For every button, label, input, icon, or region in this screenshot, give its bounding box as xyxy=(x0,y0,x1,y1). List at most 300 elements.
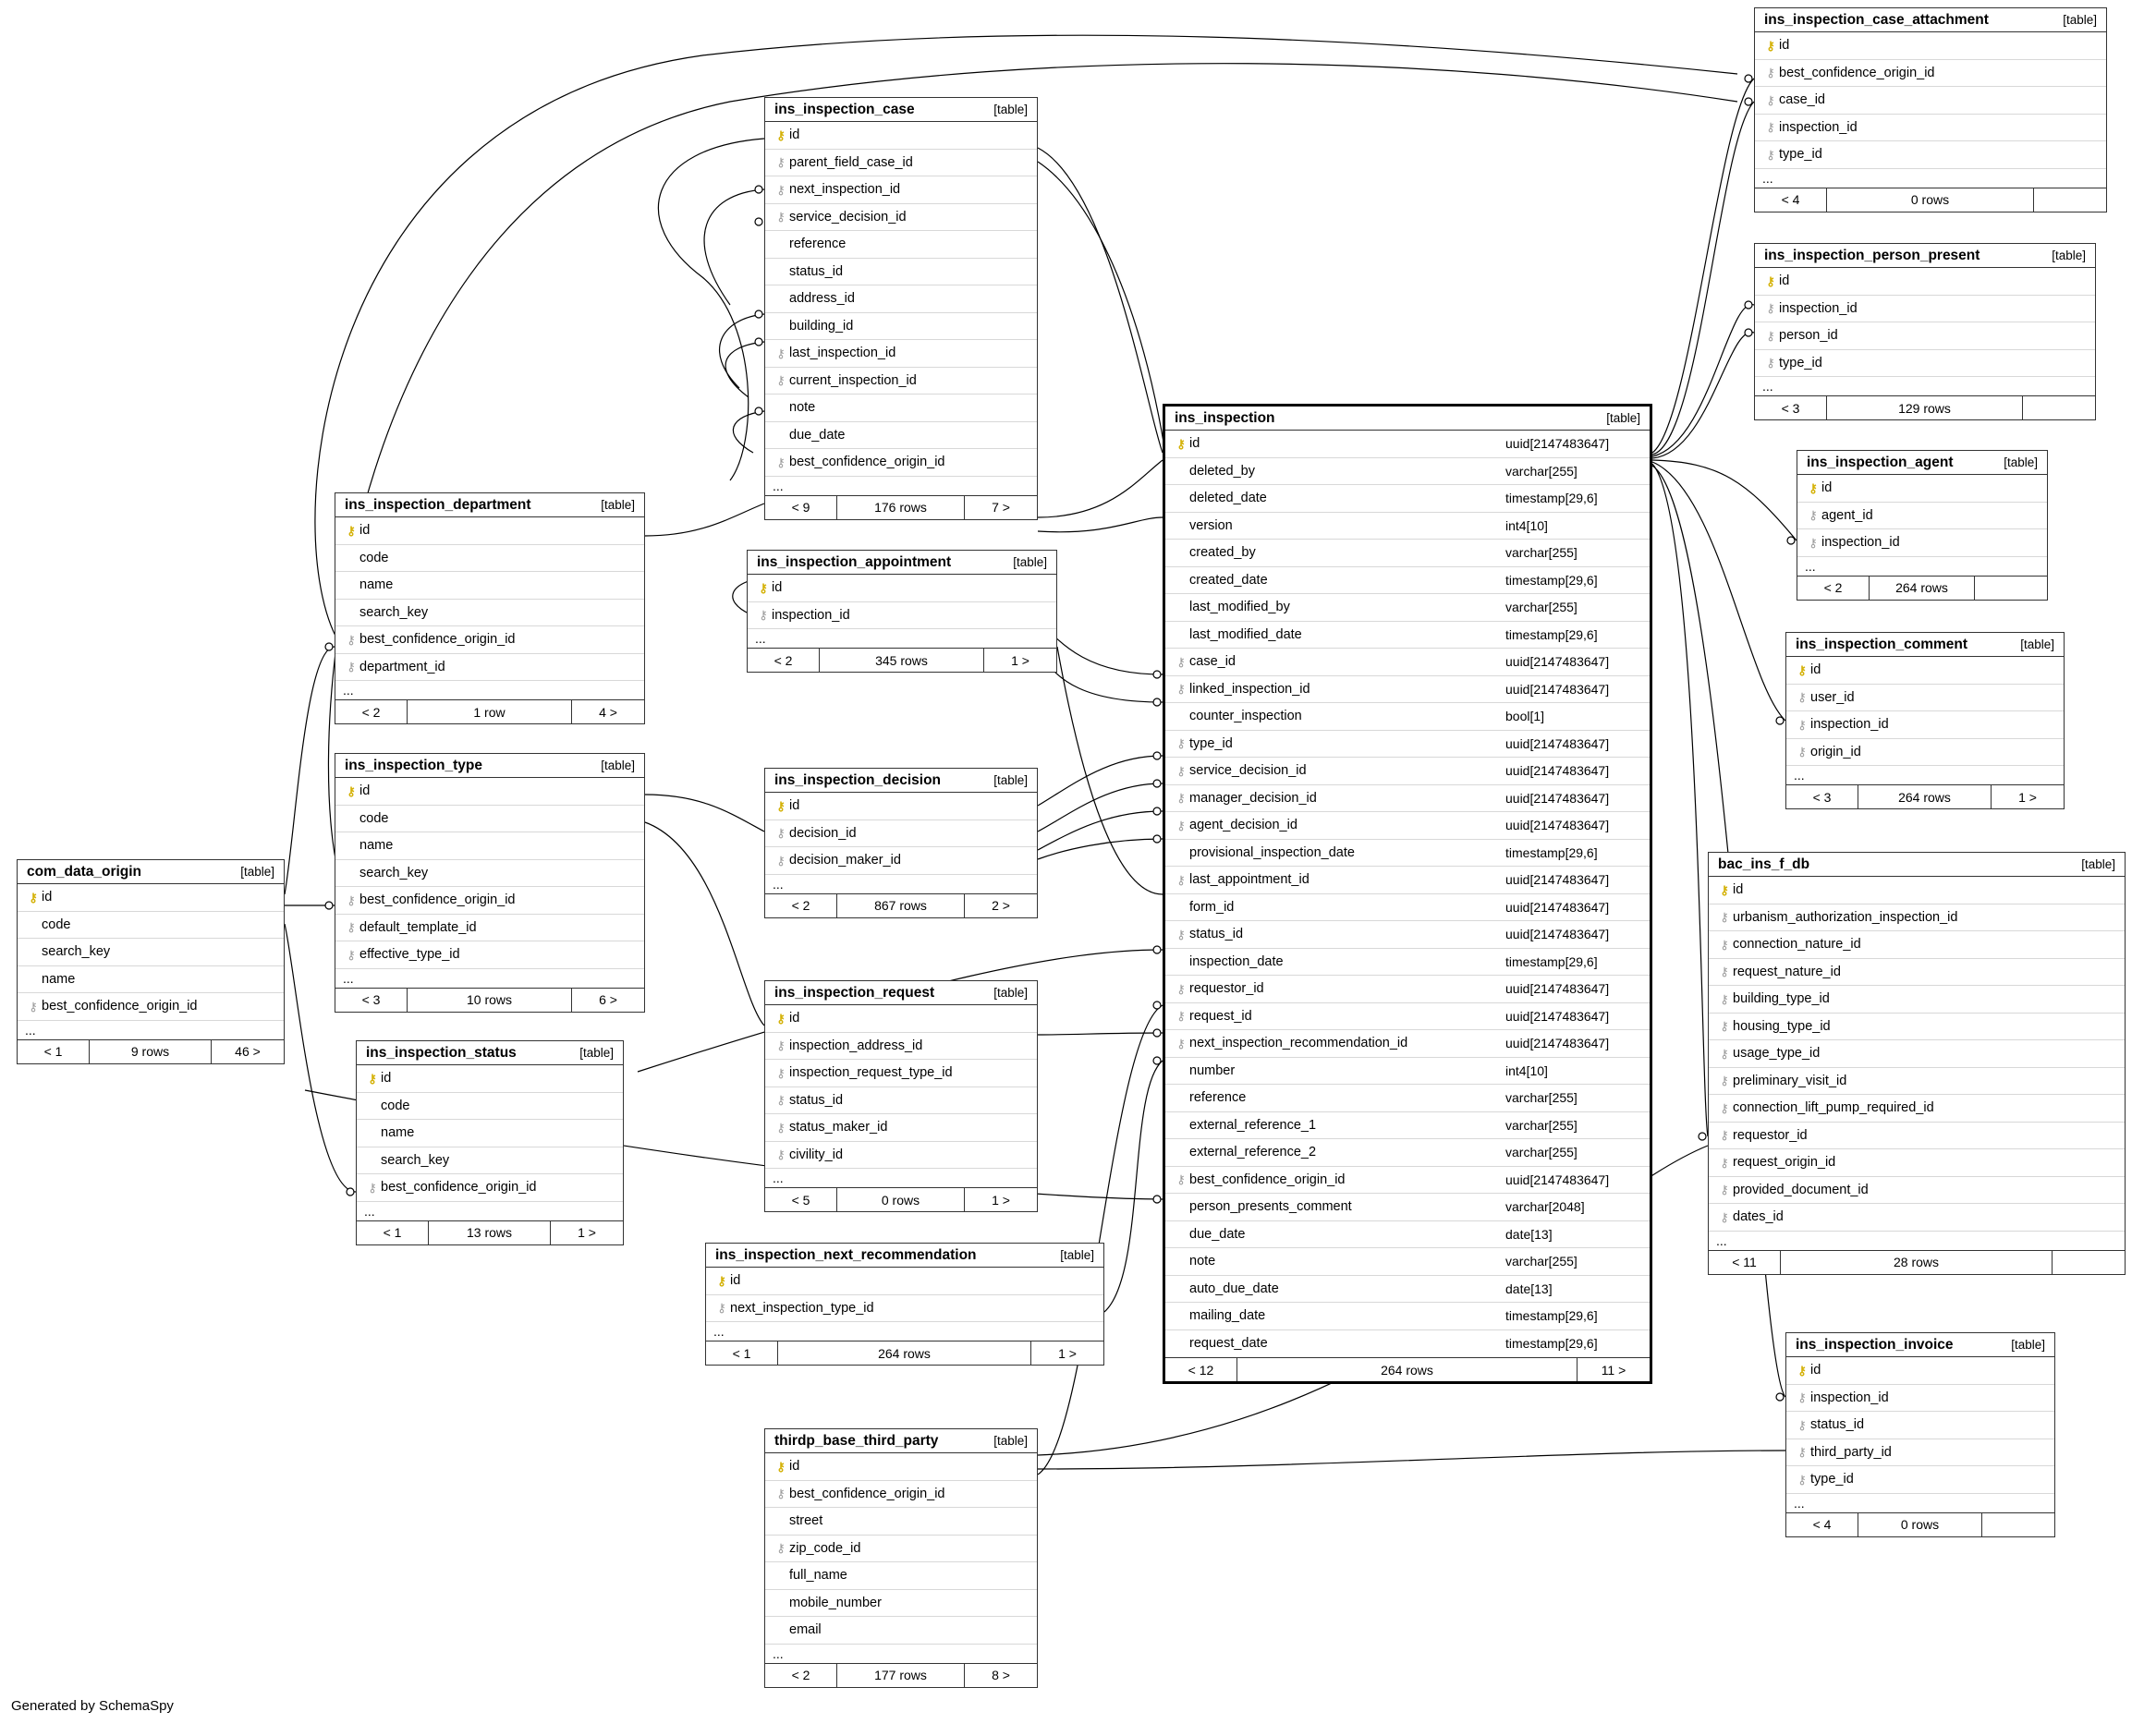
table-type-tag: [table] xyxy=(579,1046,614,1060)
table-row[interactable] xyxy=(765,1060,1037,1087)
incoming-relations-count[interactable]: < 3 xyxy=(335,989,408,1012)
table-row[interactable] xyxy=(1165,1167,1650,1195)
incoming-relations-count[interactable]: < 1 xyxy=(357,1221,429,1244)
column-name: external_reference_1 xyxy=(1189,1117,1317,1133)
table-bac_ins_f_db[interactable] xyxy=(1708,852,2126,1275)
table-row[interactable] xyxy=(1165,1276,1650,1304)
table-row[interactable] xyxy=(18,912,284,940)
table-row[interactable] xyxy=(1165,894,1650,922)
outgoing-relations-count[interactable]: 1 > xyxy=(1011,652,1029,668)
table-ins_inspection_case[interactable] xyxy=(764,97,1038,520)
table-row[interactable] xyxy=(1709,1095,2125,1123)
foreign-key-icon: ⚷ xyxy=(347,660,356,674)
table-row[interactable] xyxy=(1786,657,2064,685)
table-ins_inspection_case_attachment[interactable] xyxy=(1754,7,2107,212)
row-count: 13 rows xyxy=(429,1221,551,1244)
more-columns-ellipsis: ... xyxy=(1716,1232,1727,1248)
table-row[interactable] xyxy=(335,915,644,942)
table-row[interactable] xyxy=(1165,1330,1650,1358)
table-row[interactable] xyxy=(748,575,1056,602)
table-row[interactable] xyxy=(1165,1194,1650,1221)
table-row[interactable] xyxy=(1165,1058,1650,1086)
table-row[interactable] xyxy=(357,1120,623,1147)
incoming-relations-count[interactable]: < 2 xyxy=(748,649,820,672)
table-row[interactable] xyxy=(1165,758,1650,785)
table-row[interactable] xyxy=(18,884,284,912)
primary-key-icon: ⚷ xyxy=(776,798,786,813)
table-row[interactable] xyxy=(357,1147,623,1175)
table-row[interactable] xyxy=(1786,1385,2054,1413)
column-list xyxy=(335,517,644,699)
table-row[interactable] xyxy=(335,941,644,969)
incoming-relations-count[interactable]: < 1 xyxy=(18,1040,90,1063)
table-header xyxy=(18,860,284,884)
table-row[interactable] xyxy=(1165,1303,1650,1330)
incoming-relations-count[interactable]: < 9 xyxy=(765,496,837,519)
table-row[interactable] xyxy=(706,1268,1103,1295)
foreign-key-icon: ⚷ xyxy=(1797,717,1807,732)
column-name: last_appointment_id xyxy=(1189,872,1310,888)
table-row[interactable] xyxy=(765,1617,1037,1645)
table-ins_inspection_next_recommendation[interactable] xyxy=(705,1243,1104,1366)
table-row[interactable] xyxy=(765,793,1037,820)
table-row[interactable] xyxy=(1165,540,1650,567)
column-name: status_id xyxy=(789,263,844,279)
column-name: code xyxy=(359,810,389,826)
outgoing-relations-count[interactable] xyxy=(1975,577,2047,600)
table-row[interactable] xyxy=(1786,739,2064,767)
table-row[interactable] xyxy=(1165,840,1650,868)
column-type: uuid[2147483647] xyxy=(1505,981,1610,997)
column-list xyxy=(1786,657,2064,784)
table-row[interactable] xyxy=(357,1174,623,1202)
column-name: default_template_id xyxy=(359,919,477,935)
column-type: varchar[255] xyxy=(1505,1117,1578,1133)
row-count: 264 rows xyxy=(1858,785,1992,808)
column-name: dates_id xyxy=(1733,1209,1784,1225)
outgoing-relations-count[interactable] xyxy=(2053,1251,2125,1274)
table-ins_inspection_status[interactable] xyxy=(356,1040,624,1245)
more-columns-ellipsis: ... xyxy=(1805,558,1816,574)
table-ins_inspection_request[interactable] xyxy=(764,980,1038,1212)
outgoing-relations-count[interactable] xyxy=(2034,188,2106,212)
column-name: effective_type_id xyxy=(359,947,460,963)
column-type: uuid[2147483647] xyxy=(1505,1036,1610,1051)
table-row[interactable] xyxy=(335,887,644,915)
table-row[interactable] xyxy=(1165,731,1650,759)
table-row[interactable] xyxy=(765,204,1037,232)
incoming-relations-count[interactable]: < 2 xyxy=(765,894,837,917)
incoming-relations-count[interactable]: < 1 xyxy=(706,1341,778,1365)
table-row[interactable] xyxy=(335,778,644,806)
column-list xyxy=(748,575,1056,648)
column-type: bool[1] xyxy=(1505,709,1545,724)
table-row[interactable] xyxy=(1755,141,2106,169)
table-title: ins_inspection_person_present xyxy=(1764,247,1980,263)
column-name: street xyxy=(789,1513,823,1529)
column-list xyxy=(1786,1357,2054,1512)
table-row[interactable] xyxy=(1165,1248,1650,1276)
table-row[interactable] xyxy=(1709,1040,2125,1068)
table-row[interactable] xyxy=(1709,959,2125,987)
column-name: department_id xyxy=(359,659,445,674)
primary-key-icon: ⚷ xyxy=(347,783,356,798)
table-row[interactable] xyxy=(1165,703,1650,731)
table-ins_inspection[interactable] xyxy=(1163,404,1652,1384)
column-name: id xyxy=(1821,480,1833,496)
foreign-key-icon: ⚷ xyxy=(1176,872,1186,887)
table-row[interactable] xyxy=(1755,87,2106,115)
table-row[interactable] xyxy=(1165,1112,1650,1140)
table-type-tag: [table] xyxy=(993,1434,1028,1448)
column-type: varchar[255] xyxy=(1505,545,1578,561)
column-name: auto_due_date xyxy=(1189,1281,1279,1296)
table-row[interactable] xyxy=(765,340,1037,368)
table-row[interactable] xyxy=(1165,649,1650,676)
outgoing-relations-count[interactable] xyxy=(1982,1513,2054,1536)
table-row[interactable] xyxy=(765,1087,1037,1115)
table-row[interactable] xyxy=(1797,529,2047,557)
foreign-key-icon: ⚷ xyxy=(1766,301,1775,316)
table-row[interactable] xyxy=(357,1093,623,1121)
table-row[interactable] xyxy=(765,395,1037,422)
table-header xyxy=(748,551,1056,575)
table-footer xyxy=(765,495,1037,519)
table-row[interactable] xyxy=(335,517,644,545)
incoming-relations-count[interactable]: < 3 xyxy=(1755,396,1827,419)
outgoing-relations-count[interactable]: 4 > xyxy=(599,704,617,720)
foreign-key-icon: ⚷ xyxy=(347,947,356,962)
column-type: varchar[255] xyxy=(1505,1090,1578,1106)
column-type: uuid[2147483647] xyxy=(1505,1171,1610,1187)
outgoing-relations-count[interactable]: 1 > xyxy=(992,1192,1010,1208)
table-row[interactable] xyxy=(1165,458,1650,486)
column-name: provisional_inspection_date xyxy=(1189,844,1355,860)
column-name: due_date xyxy=(789,427,846,443)
outgoing-relations-count[interactable]: 2 > xyxy=(992,898,1010,913)
table-com_data_origin[interactable] xyxy=(17,859,285,1064)
foreign-key-icon: ⚷ xyxy=(1176,654,1186,669)
primary-key-icon: ⚷ xyxy=(1720,882,1729,897)
table-type-tag: [table] xyxy=(601,759,635,772)
column-list xyxy=(1755,268,2095,395)
table-row[interactable] xyxy=(1165,1085,1650,1112)
table-row[interactable] xyxy=(1165,513,1650,540)
table-row[interactable] xyxy=(1165,676,1650,704)
column-type: int4[10] xyxy=(1505,1062,1548,1078)
column-name: best_confidence_origin_id xyxy=(359,632,516,648)
table-ins_inspection_comment[interactable] xyxy=(1785,632,2065,809)
more-columns-ellipsis: ... xyxy=(713,1324,725,1339)
table-title: ins_inspection_request xyxy=(774,984,935,1001)
table-row[interactable] xyxy=(1709,1123,2125,1150)
table-row[interactable] xyxy=(765,231,1037,259)
table-row[interactable] xyxy=(765,368,1037,395)
table-type-tag: [table] xyxy=(1013,555,1047,569)
row-count: 867 rows xyxy=(837,894,965,917)
column-name: id xyxy=(42,890,53,905)
table-row[interactable] xyxy=(1755,296,2095,323)
column-name: name xyxy=(381,1125,415,1141)
column-type: timestamp[29,6] xyxy=(1505,491,1598,506)
foreign-key-icon: ⚷ xyxy=(776,346,786,360)
table-row[interactable] xyxy=(1165,949,1650,977)
column-name: id xyxy=(359,523,371,539)
column-name: id xyxy=(789,1459,800,1475)
table-title: ins_inspection xyxy=(1175,409,1275,426)
table-row[interactable] xyxy=(335,654,644,682)
table-row[interactable] xyxy=(1165,485,1650,513)
outgoing-relations-count[interactable]: 1 > xyxy=(1058,1345,1077,1361)
outgoing-relations-count[interactable]: 7 > xyxy=(992,500,1010,515)
foreign-key-icon: ⚷ xyxy=(776,1541,786,1556)
incoming-relations-count[interactable]: < 4 xyxy=(1786,1513,1858,1536)
table-row[interactable] xyxy=(1165,785,1650,813)
table-row[interactable] xyxy=(765,285,1037,313)
foreign-key-icon: ⚷ xyxy=(776,1487,786,1501)
more-columns-ellipsis: ... xyxy=(773,1645,784,1661)
column-name: zip_code_id xyxy=(789,1540,861,1556)
table-ins_inspection_type[interactable] xyxy=(335,753,645,1013)
table-row[interactable] xyxy=(335,572,644,600)
incoming-relations-count[interactable]: < 2 xyxy=(335,700,408,723)
table-row[interactable] xyxy=(1165,921,1650,949)
column-name: id xyxy=(359,783,371,799)
table-row[interactable] xyxy=(765,1590,1037,1618)
table-row[interactable] xyxy=(1165,812,1650,840)
table-row[interactable] xyxy=(1786,711,2064,739)
table-row[interactable] xyxy=(1165,1030,1650,1058)
foreign-key-icon: ⚷ xyxy=(776,1147,786,1162)
incoming-relations-count[interactable]: < 5 xyxy=(765,1188,837,1211)
table-title: ins_inspection_case xyxy=(774,101,915,117)
table-row[interactable] xyxy=(1165,976,1650,1003)
table-row[interactable] xyxy=(765,1562,1037,1590)
column-name: deleted_date xyxy=(1189,491,1267,506)
column-name: type_id xyxy=(1779,355,1822,370)
column-name: inspection_id xyxy=(1779,119,1858,135)
table-row[interactable] xyxy=(1786,1466,2054,1494)
incoming-relations-count[interactable]: < 12 xyxy=(1165,1358,1237,1381)
table-row[interactable] xyxy=(1755,60,2106,88)
table-row[interactable] xyxy=(765,449,1037,477)
table-row[interactable] xyxy=(1709,986,2125,1014)
foreign-key-icon: ⚷ xyxy=(1176,682,1186,697)
column-name: inspection_address_id xyxy=(789,1038,923,1053)
column-type: uuid[2147483647] xyxy=(1505,790,1610,806)
table-row[interactable] xyxy=(1165,594,1650,622)
table-row[interactable] xyxy=(1786,685,2064,712)
foreign-key-icon: ⚷ xyxy=(368,1180,377,1195)
table-row[interactable] xyxy=(335,545,644,573)
table-row[interactable] xyxy=(765,422,1037,450)
table-row[interactable] xyxy=(1709,931,2125,959)
table-row[interactable] xyxy=(1165,622,1650,649)
outgoing-relations-count[interactable] xyxy=(2023,396,2095,419)
table-row[interactable] xyxy=(1709,1068,2125,1096)
foreign-key-icon: ⚷ xyxy=(776,1038,786,1053)
table-row[interactable] xyxy=(335,832,644,860)
column-name: best_confidence_origin_id xyxy=(359,892,516,908)
table-row[interactable] xyxy=(1709,1149,2125,1177)
table-row[interactable] xyxy=(765,847,1037,875)
column-name: request_date xyxy=(1189,1336,1268,1352)
outgoing-relations-count[interactable]: 6 > xyxy=(599,992,617,1007)
outgoing-relations-count[interactable]: 11 > xyxy=(1601,1362,1626,1378)
foreign-key-icon: ⚷ xyxy=(29,999,38,1014)
table-row[interactable] xyxy=(1755,32,2106,60)
table-row[interactable] xyxy=(1755,268,2095,296)
column-name: id xyxy=(1779,273,1790,289)
column-type: varchar[255] xyxy=(1505,1145,1578,1160)
incoming-relations-count[interactable]: < 2 xyxy=(765,1664,837,1687)
table-row[interactable] xyxy=(1709,1177,2125,1205)
table-row[interactable] xyxy=(765,259,1037,286)
column-name: origin_id xyxy=(1810,744,1861,759)
table-row[interactable] xyxy=(765,820,1037,848)
foreign-key-icon: ⚷ xyxy=(1809,508,1818,523)
foreign-key-icon: ⚷ xyxy=(776,210,786,225)
table-row[interactable] xyxy=(765,122,1037,150)
table-ins_inspection_invoice[interactable] xyxy=(1785,1332,2055,1537)
table-row[interactable] xyxy=(765,1453,1037,1481)
table-type-tag: [table] xyxy=(2052,249,2086,262)
foreign-key-icon: ⚷ xyxy=(776,826,786,841)
outgoing-relations-count[interactable]: 46 > xyxy=(235,1044,261,1059)
column-name: next_inspection_recommendation_id xyxy=(1189,1036,1408,1051)
incoming-relations-count[interactable]: < 3 xyxy=(1786,785,1858,808)
table-ins_inspection_department[interactable] xyxy=(335,492,645,724)
column-type: timestamp[29,6] xyxy=(1505,953,1598,969)
more-columns-ellipsis: ... xyxy=(755,631,766,646)
table-row[interactable] xyxy=(1165,867,1650,894)
column-list xyxy=(18,884,284,1039)
column-name: building_type_id xyxy=(1733,991,1830,1007)
table-row[interactable] xyxy=(765,1033,1037,1061)
table-row[interactable] xyxy=(1165,1221,1650,1249)
row-count: 9 rows xyxy=(90,1040,212,1063)
table-row[interactable] xyxy=(765,1508,1037,1536)
table-thirdp_base_third_party[interactable] xyxy=(764,1428,1038,1688)
table-row[interactable] xyxy=(18,966,284,994)
table-row[interactable] xyxy=(1755,322,2095,350)
outgoing-relations-count[interactable]: 8 > xyxy=(992,1668,1010,1682)
table-row[interactable] xyxy=(1165,567,1650,595)
table-row[interactable] xyxy=(765,1114,1037,1142)
table-row[interactable] xyxy=(1797,503,2047,530)
table-title: ins_inspection_comment xyxy=(1796,636,1968,652)
foreign-key-icon: ⚷ xyxy=(1797,1445,1807,1460)
column-name: agent_decision_id xyxy=(1189,818,1297,833)
table-row[interactable] xyxy=(335,860,644,888)
table-row[interactable] xyxy=(335,806,644,833)
outgoing-relations-count[interactable]: 1 > xyxy=(2018,789,2037,805)
table-row[interactable] xyxy=(1165,1003,1650,1031)
table-row[interactable] xyxy=(765,150,1037,177)
table-type-tag: [table] xyxy=(1606,411,1640,425)
table-type-tag: [table] xyxy=(2011,1338,2045,1352)
table-row[interactable] xyxy=(1786,1439,2054,1467)
table-header xyxy=(1755,8,2106,32)
table-footer xyxy=(1797,576,2047,600)
table-row[interactable] xyxy=(1165,431,1650,458)
table-footer xyxy=(18,1039,284,1063)
incoming-relations-count[interactable]: < 2 xyxy=(1797,577,1870,600)
table-row[interactable] xyxy=(765,313,1037,341)
table-row[interactable] xyxy=(18,939,284,966)
column-name: next_inspection_type_id xyxy=(730,1300,874,1316)
table-header xyxy=(1786,633,2064,657)
table-row[interactable] xyxy=(1755,350,2095,378)
table-row[interactable] xyxy=(706,1295,1103,1323)
foreign-key-icon: ⚷ xyxy=(1797,690,1807,705)
table-type-tag: [table] xyxy=(2020,637,2054,651)
table-row[interactable] xyxy=(1709,1204,2125,1232)
table-ins_inspection_agent[interactable] xyxy=(1797,450,2048,601)
column-name: case_id xyxy=(1779,92,1825,108)
column-name: inspection_id xyxy=(1779,300,1858,316)
table-row[interactable] xyxy=(1797,475,2047,503)
column-name: reference xyxy=(1189,1090,1247,1106)
foreign-key-icon: ⚷ xyxy=(1720,1183,1729,1197)
more-columns-ellipsis: ... xyxy=(25,1022,36,1038)
table-row[interactable] xyxy=(18,993,284,1021)
table-ins_inspection_appointment[interactable] xyxy=(747,550,1057,673)
row-count: 176 rows xyxy=(837,496,965,519)
column-list xyxy=(357,1065,623,1220)
table-title: ins_inspection_status xyxy=(366,1044,517,1061)
table-ins_inspection_decision[interactable] xyxy=(764,768,1038,918)
column-name: id xyxy=(1189,436,1200,452)
table-row[interactable] xyxy=(1709,877,2125,904)
table-header xyxy=(357,1041,623,1065)
primary-key-icon: ⚷ xyxy=(1766,38,1775,53)
incoming-relations-count[interactable]: < 11 xyxy=(1709,1251,1781,1274)
table-row[interactable] xyxy=(1709,904,2125,932)
table-footer xyxy=(1786,1512,2054,1536)
foreign-key-icon: ⚷ xyxy=(776,1065,786,1080)
column-name: mobile_number xyxy=(789,1595,882,1610)
column-type: uuid[2147483647] xyxy=(1505,654,1610,670)
table-row[interactable] xyxy=(765,176,1037,204)
column-name: decision_id xyxy=(789,825,857,841)
column-name: next_inspection_id xyxy=(789,182,901,198)
foreign-key-icon: ⚷ xyxy=(1720,1100,1729,1115)
column-name: id xyxy=(1810,1363,1821,1378)
column-name: version xyxy=(1189,517,1233,533)
table-row[interactable] xyxy=(748,602,1056,630)
column-name: id xyxy=(381,1071,392,1087)
table-footer xyxy=(1755,395,2095,419)
table-row[interactable] xyxy=(357,1065,623,1093)
table-header xyxy=(1755,244,2095,268)
incoming-relations-count[interactable]: < 4 xyxy=(1755,188,1827,212)
table-row[interactable] xyxy=(1786,1412,2054,1439)
table-row[interactable] xyxy=(335,600,644,627)
table-footer xyxy=(357,1220,623,1244)
table-row[interactable] xyxy=(1165,1139,1650,1167)
table-row[interactable] xyxy=(765,1536,1037,1563)
table-ins_inspection_person_present[interactable] xyxy=(1754,243,2096,420)
outgoing-relations-count[interactable]: 1 > xyxy=(578,1225,596,1240)
table-row[interactable] xyxy=(1709,1014,2125,1041)
table-row[interactable] xyxy=(1755,115,2106,142)
table-row[interactable] xyxy=(765,1481,1037,1509)
table-row[interactable] xyxy=(1786,1357,2054,1385)
table-row[interactable] xyxy=(765,1005,1037,1033)
table-row[interactable] xyxy=(335,626,644,654)
table-row[interactable] xyxy=(765,1142,1037,1170)
